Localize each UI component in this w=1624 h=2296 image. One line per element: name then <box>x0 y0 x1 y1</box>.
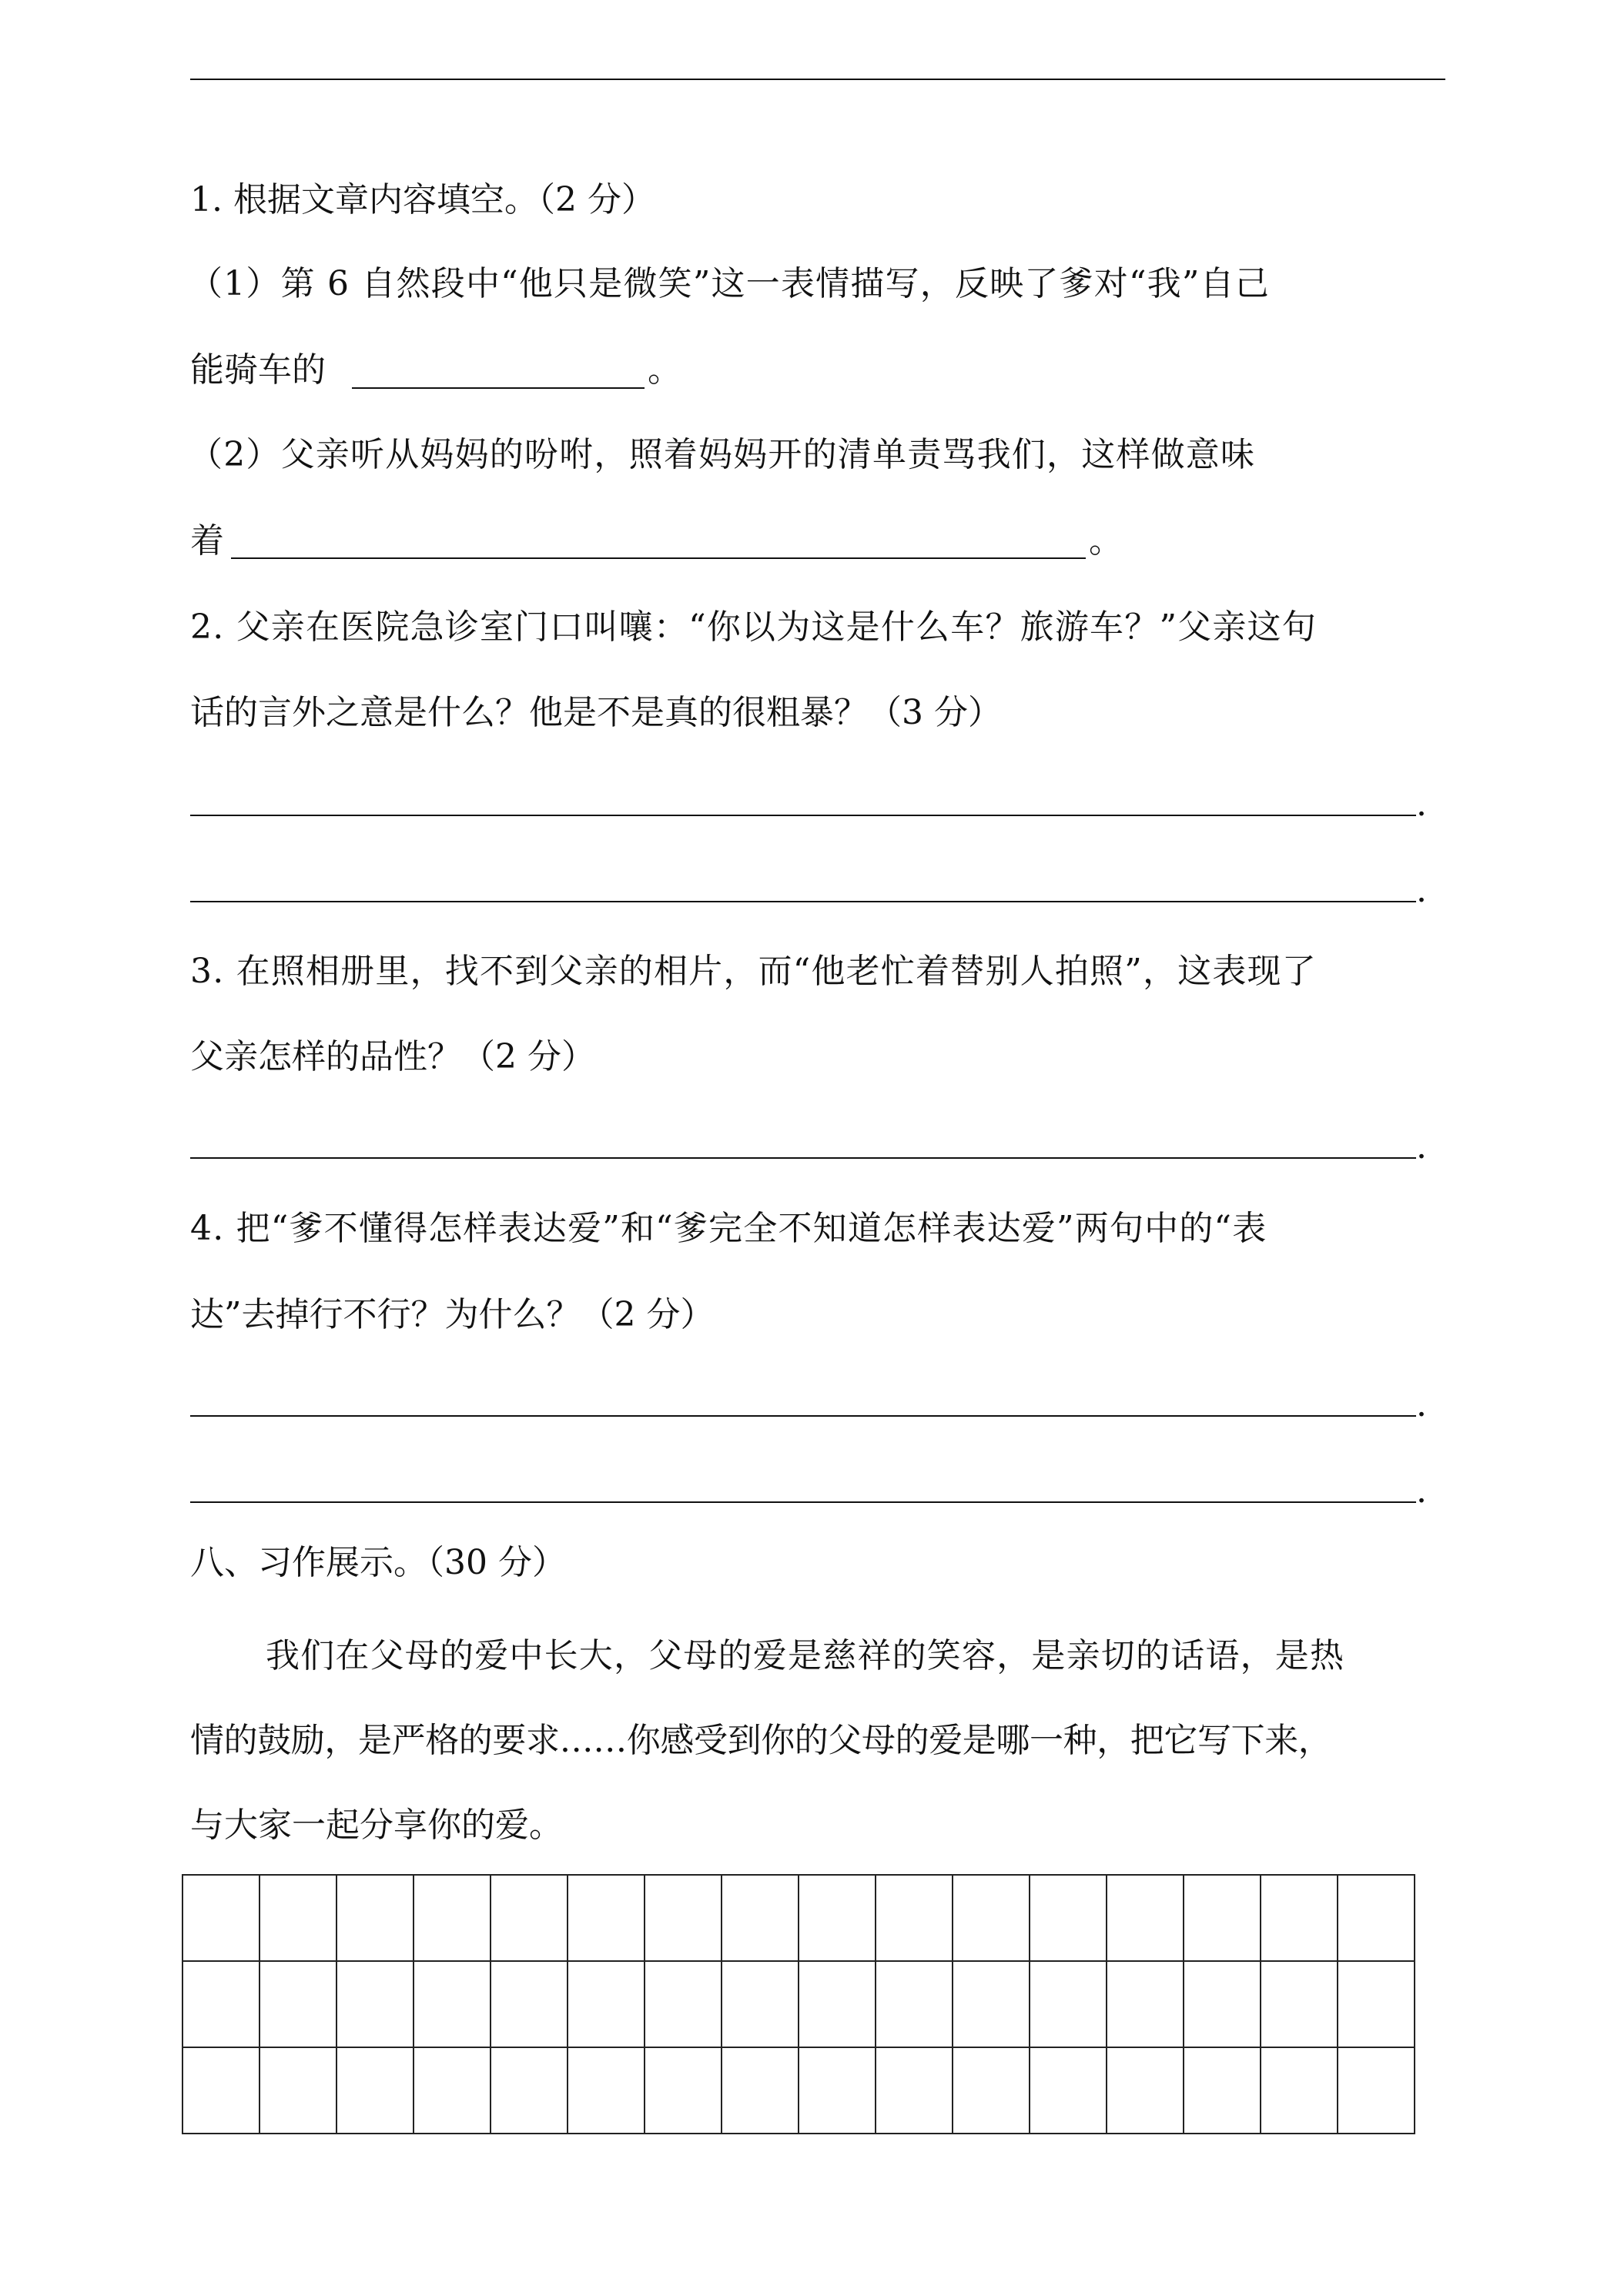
writing-grid-cell[interactable] <box>182 1875 260 1961</box>
q2-answer-end-1: . <box>1416 785 1427 824</box>
writing-grid-cell[interactable] <box>491 1875 568 1961</box>
q1-sub1-line1: （1）第 6 自然段中“他只是微笑”这一表情描写，反映了爹对“我”自己 <box>189 264 1270 303</box>
writing-grid-cell[interactable] <box>953 1961 1030 2047</box>
writing-grid-cell[interactable] <box>1107 1875 1184 1961</box>
writing-grid-cell[interactable] <box>1261 2047 1338 2134</box>
writing-prompt-line-3: 与大家一起分享你的爱。 <box>190 1806 563 1845</box>
q4-answer-end-2: . <box>1416 1471 1427 1511</box>
writing-grid-cell[interactable] <box>491 1961 568 2047</box>
writing-grid-cell[interactable] <box>953 2047 1030 2134</box>
writing-grid-cell[interactable] <box>260 2047 337 2134</box>
q2-answer-end-2: . <box>1416 871 1427 910</box>
q3-answer-end: . <box>1416 1127 1427 1166</box>
writing-grid-cell[interactable] <box>876 2047 953 2134</box>
q1-sub1-blank[interactable] <box>352 387 645 389</box>
writing-grid-cell[interactable] <box>1107 1961 1184 2047</box>
writing-grid-cell[interactable] <box>1107 2047 1184 2134</box>
writing-grid-row <box>182 2047 1415 2134</box>
writing-grid-cell[interactable] <box>645 1961 722 2047</box>
writing-grid-cell[interactable] <box>337 1961 414 2047</box>
writing-grid-cell[interactable] <box>876 1875 953 1961</box>
writing-grid-cell[interactable] <box>799 1875 876 1961</box>
writing-grid-cell[interactable] <box>1030 1961 1107 2047</box>
q4-answer-end-1: . <box>1416 1385 1427 1424</box>
writing-grid-cell[interactable] <box>182 2047 260 2134</box>
writing-grid-cell[interactable] <box>799 2047 876 2134</box>
writing-grid-cell[interactable] <box>1184 1961 1261 2047</box>
q1-sub2-line1: （2）父亲听从妈妈的吩咐，照着妈妈开的清单责骂我们，这样做意味 <box>189 435 1256 474</box>
q1-sub2-blank[interactable] <box>231 557 1086 559</box>
writing-grid-cell[interactable] <box>799 1961 876 2047</box>
writing-grid-cell[interactable] <box>1338 1961 1415 2047</box>
writing-grid-cell[interactable] <box>414 2047 491 2134</box>
writing-grid-cell[interactable] <box>568 1961 645 2047</box>
writing-prompt-line-2: 情的鼓励，是严格的要求……你感受到你的父母的爱是哪一种，把它写下来， <box>190 1721 1332 1760</box>
writing-grid-cell[interactable] <box>337 1875 414 1961</box>
q4-answer-line-1[interactable] <box>190 1415 1416 1417</box>
writing-heading: 八、习作展示。（30 分） <box>190 1543 566 1582</box>
writing-grid[interactable] <box>182 1874 1415 2134</box>
q1-heading: 1. 根据文章内容填空。（2 分） <box>190 180 655 219</box>
writing-grid-row <box>182 1875 1415 1961</box>
writing-grid-cell[interactable] <box>953 1875 1030 1961</box>
q2-answer-line-1[interactable] <box>190 815 1416 816</box>
writing-grid-cell[interactable] <box>568 1875 645 1961</box>
writing-grid-cell[interactable] <box>1184 2047 1261 2134</box>
q1-sub1-line2-prefix: 能骑车的 <box>190 350 326 390</box>
writing-grid-cell[interactable] <box>722 1961 799 2047</box>
writing-grid-cell[interactable] <box>568 2047 645 2134</box>
writing-grid-cell[interactable] <box>1184 1875 1261 1961</box>
writing-grid-cell[interactable] <box>491 2047 568 2134</box>
writing-grid-cell[interactable] <box>260 1961 337 2047</box>
writing-grid-row <box>182 1961 1415 2047</box>
writing-grid-cell[interactable] <box>722 2047 799 2134</box>
q1-sub2-line2-prefix: 着 <box>190 521 224 561</box>
writing-grid-cell[interactable] <box>414 1961 491 2047</box>
writing-grid-cell[interactable] <box>337 2047 414 2134</box>
q4-answer-line-2[interactable] <box>190 1501 1416 1503</box>
q2-answer-line-2[interactable] <box>190 901 1416 902</box>
writing-grid-cell[interactable] <box>414 1875 491 1961</box>
writing-grid-cell[interactable] <box>182 1961 260 2047</box>
writing-grid-cell[interactable] <box>876 1961 953 2047</box>
writing-prompt-line-1: 我们在父母的爱中长大，父母的爱是慈祥的笑容，是亲切的话语，是热 <box>266 1636 1345 1675</box>
q1-sub2-line2-end: 。 <box>1089 521 1123 561</box>
writing-grid-cell[interactable] <box>1261 1875 1338 1961</box>
q3-line2: 父亲怎样的品性？（2 分） <box>190 1037 595 1076</box>
writing-grid-cell[interactable] <box>1261 1961 1338 2047</box>
q2-line2: 话的言外之意是什么？他是不是真的很粗暴？（3 分） <box>190 693 1002 732</box>
writing-grid-cell[interactable] <box>645 1875 722 1961</box>
q3-line1: 3. 在照相册里，找不到父亲的相片，而“他老忙着替别人拍照”，这表现了 <box>190 952 1317 991</box>
writing-grid-cell[interactable] <box>260 1875 337 1961</box>
q2-line1: 2. 父亲在医院急诊室门口叫嚷：“你以为这是什么车？旅游车？”父亲这句 <box>190 607 1317 647</box>
q4-line1: 4. 把“爹不懂得怎样表达爱”和“爹完全不知道怎样表达爱”两句中的“表 <box>190 1209 1267 1248</box>
q4-line2: 达”去掉行不行？为什么？（2 分） <box>190 1295 715 1334</box>
q1-sub1-line2-end: 。 <box>648 350 681 390</box>
header-rule <box>190 79 1445 80</box>
writing-grid-cell[interactable] <box>1338 1875 1415 1961</box>
writing-grid-cell[interactable] <box>645 2047 722 2134</box>
writing-grid-cell[interactable] <box>1030 1875 1107 1961</box>
writing-grid-cell[interactable] <box>722 1875 799 1961</box>
q3-answer-line[interactable] <box>190 1157 1416 1159</box>
writing-grid-cell[interactable] <box>1030 2047 1107 2134</box>
writing-grid-cell[interactable] <box>1338 2047 1415 2134</box>
